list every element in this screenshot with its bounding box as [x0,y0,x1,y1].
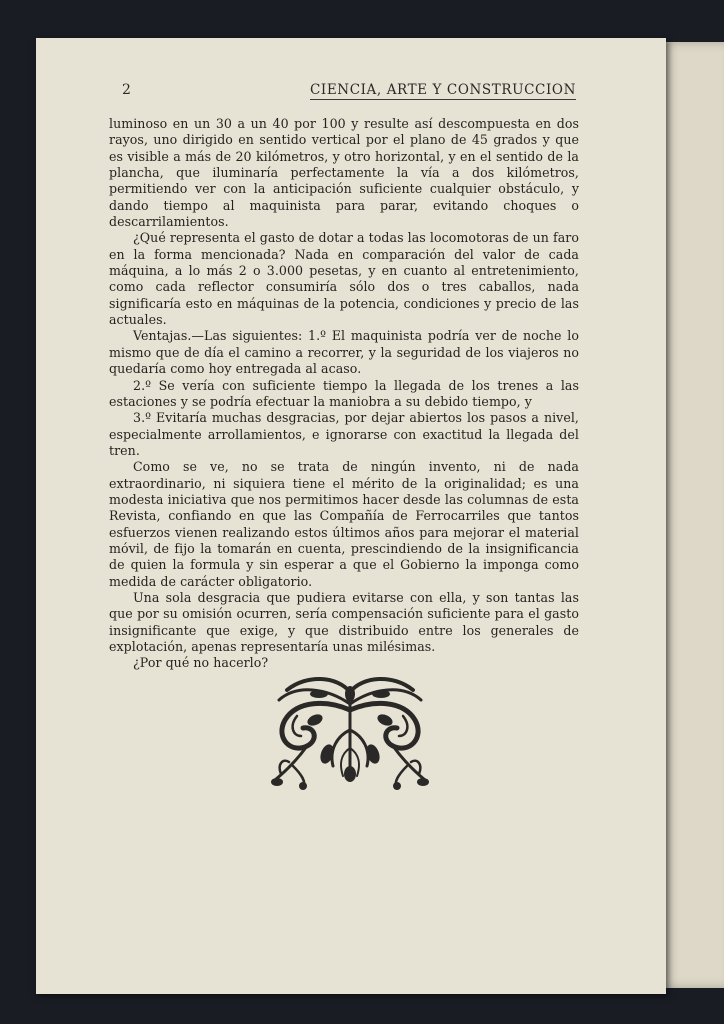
paragraph: Una sola desgracia que pudiera evitarse con ella, y son tantas las que por su omisión ocurren, sería compensación suficiente para el gasto insignificante que exige, y que distribuido entre los generales de explotación, apenas representaría unas milésimas. [109,589,579,654]
paragraph: ¿Qué representa el gasto de dotar a todas las locomotoras de un faro en la forma mencionada? Nada en comparación del valor de cada máquina, a lo más 2 o 3.000 pesetas, y en cuanto al entretenimiento, como cada reflector consumiría sólo dos o tres caballos, nada significaría esto en máquinas de la potencia, condiciones y precio de las actuales. [109,230,579,328]
paragraph: 3.º Evitaría muchas desgracias, por dejar abiertos los pasos a nivel, especialmente arrollamientos, e ignorarse con exactitud la llegada del tren. [109,410,579,458]
paragraph: Ventajas.—Las siguientes: 1.º El maquinista podría ver de noche lo mismo que de día el camino a recorrer, y la seguridad de los viajeros no quedaría como hoy entregada al acaso. [109,328,579,377]
page-header [122,82,576,102]
floral-vignette-icon [267,670,433,792]
paragraph: 2.º Se vería con suficiente tiempo la llegada de los trenes a las estaciones y se podría efectuar la maniobra a su debido tiempo, y [109,377,579,409]
page-number: 2 [122,82,131,98]
paragraph: Como se ve, no se trata de ningún invento, ni de nada extraordinario, ni siquiera tiene el mérito de la originalidad; es una modesta iniciativa que nos permitimos hacer desde las columnas de esta Revista, confiando en que las Compañía de Ferrocarriles que tantos esfuerzos vienen realizando estos últimos años para mejorar el material móvil, de fijo la tomarán en cuenta, prescindiendo de la insignificancia de quien la formula y sin esperar a que el Gobierno la imponga como medida de carácter obligatorio. [109,459,579,589]
article-body [109,116,579,672]
adjacent-page-edge [662,42,724,988]
running-title: CIENCIA, ARTE Y CONSTRUCCION [309,82,576,98]
paragraph: ¿Por qué no hacerlo? [133,655,269,671]
paragraph: luminoso en un 30 a un 40 por 100 y resulte así descompuesta en dos rayos, uno dirigido en sentido vertical por el plano de 45 grados y que es visible a más de 20 kilómetros, y otro horizontal, y en el sentido de la plancha, que iluminaría perfectamente la vía a dos kilómetros, permitiendo ver con la anticipación suficiente cualquier obstáculo, y dando tiempo al maquinista para parar, evitando choques o descarrilamientos. [109,116,579,230]
